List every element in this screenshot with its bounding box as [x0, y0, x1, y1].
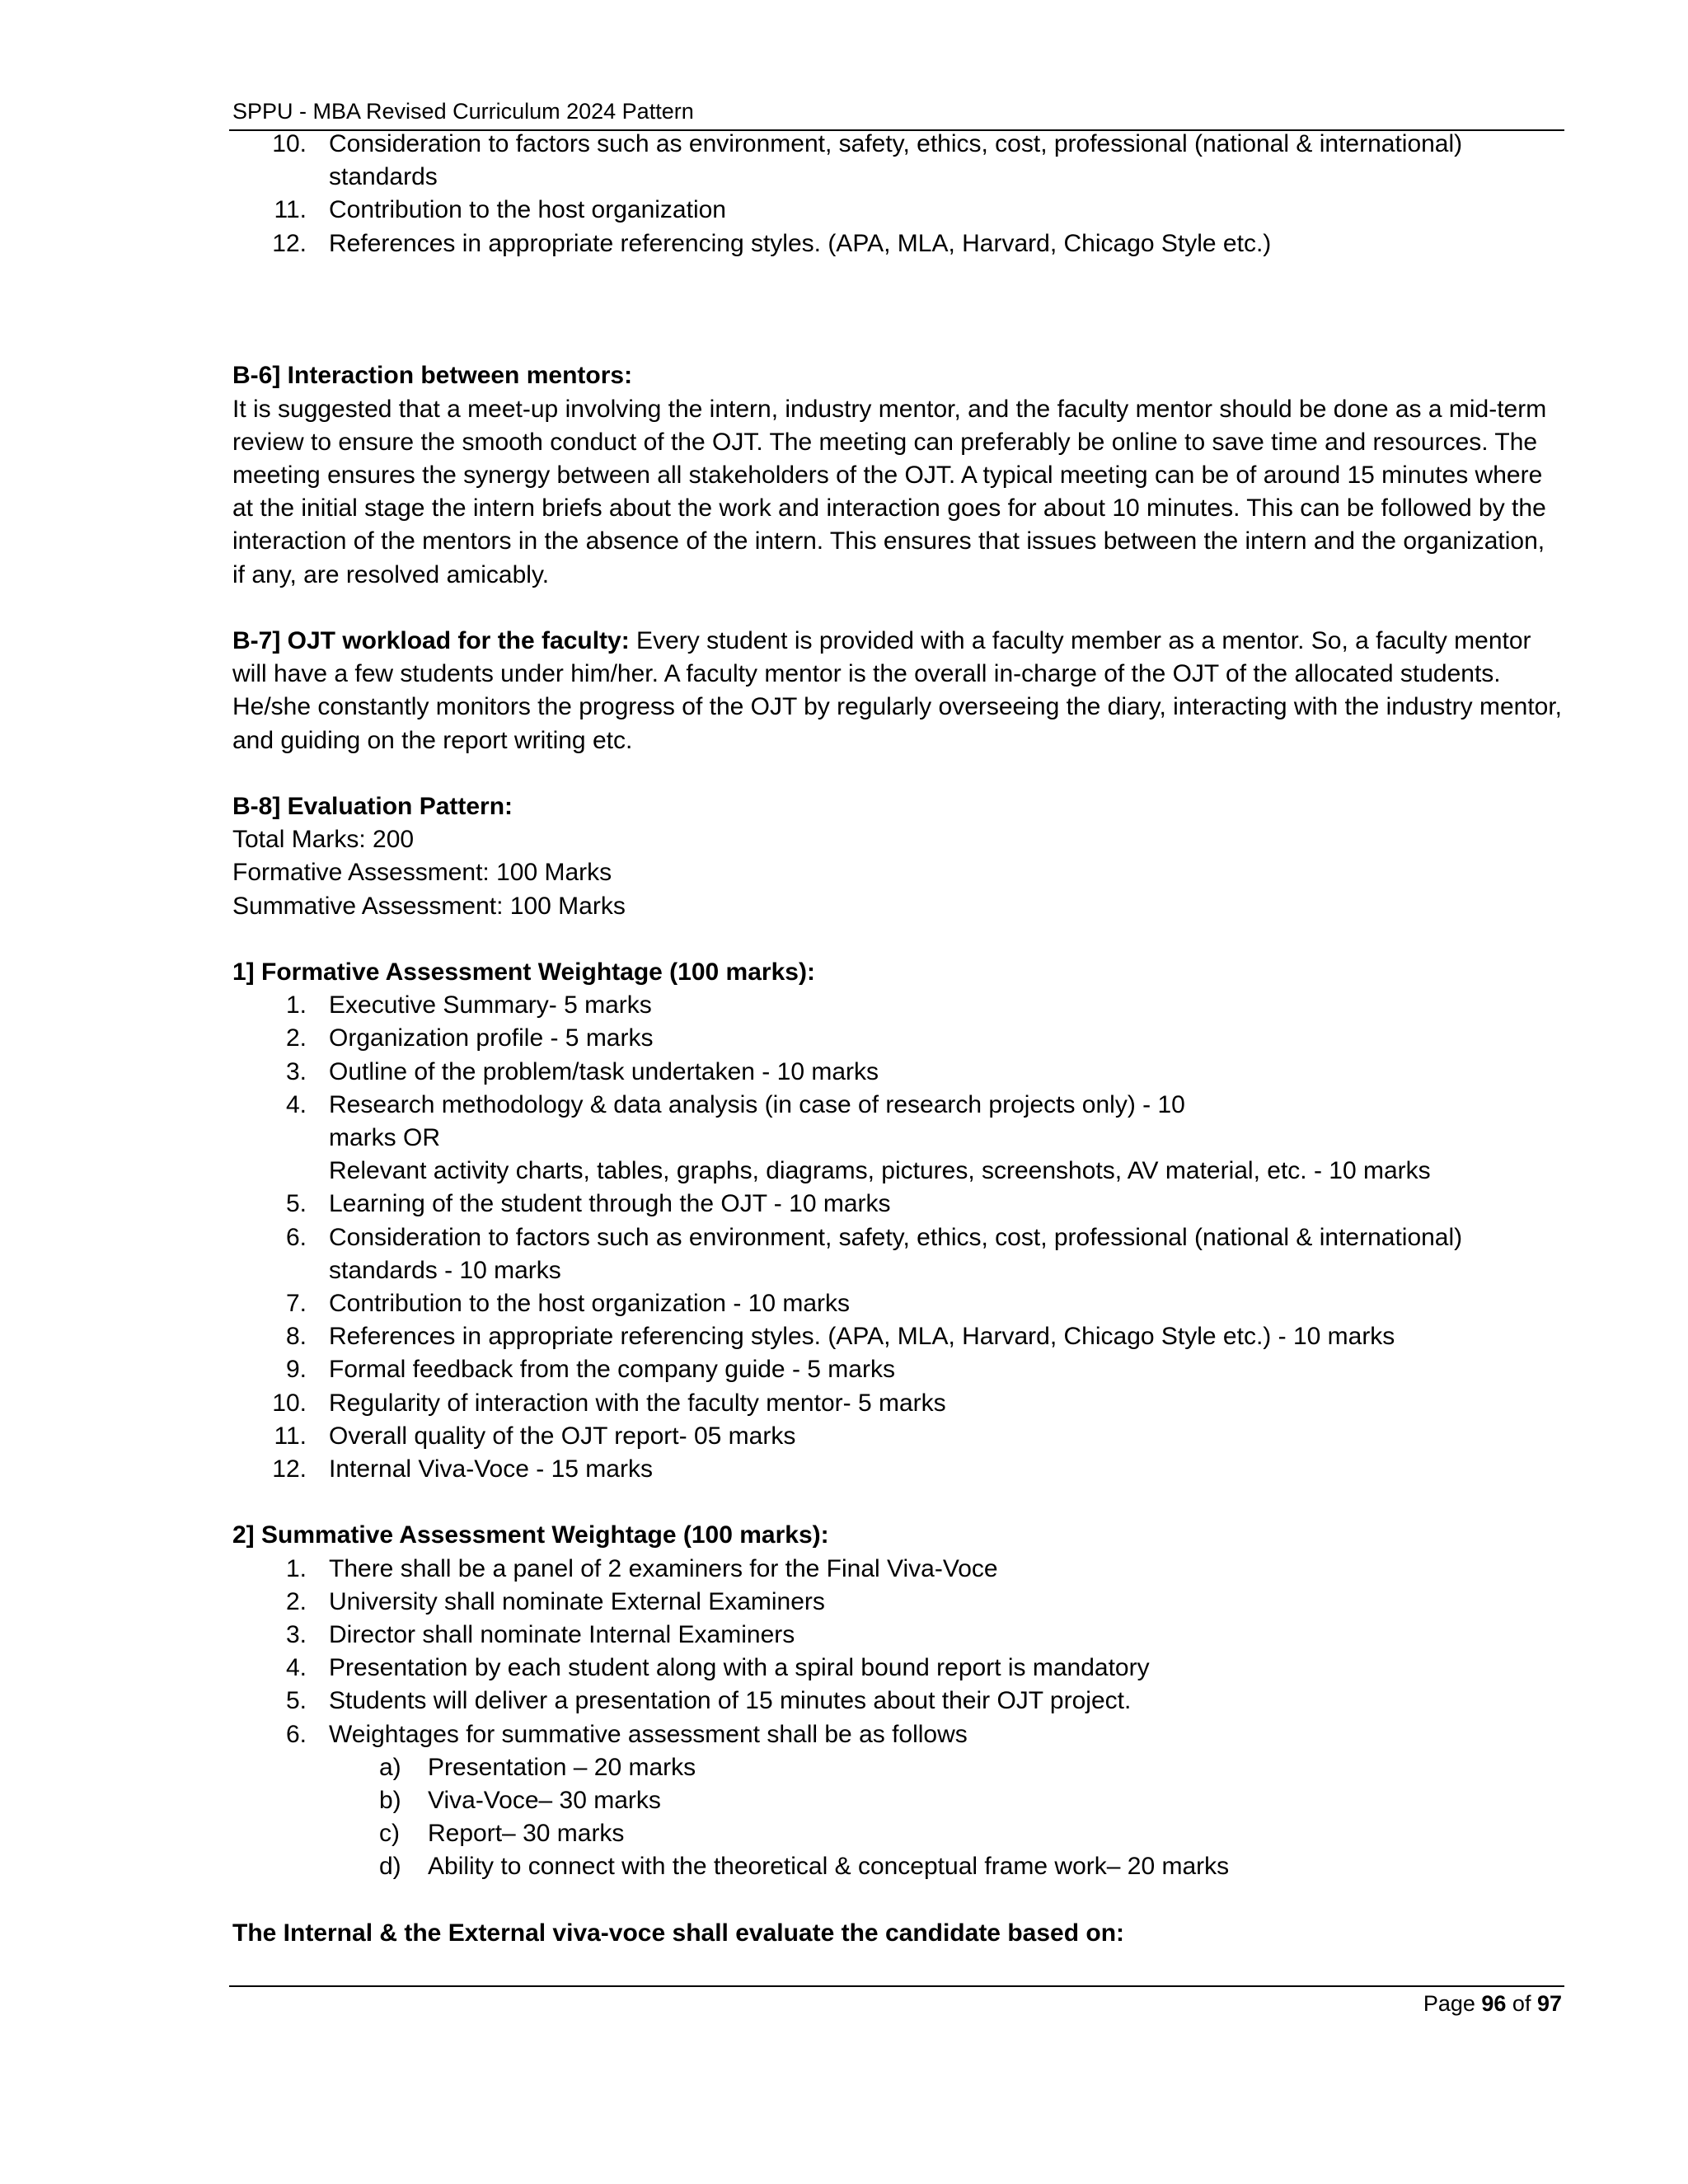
list-item-text: Executive Summary- 5 marks: [329, 991, 652, 1019]
list-item: [232, 1619, 1564, 1652]
list-item-text: Formal feedback from the company guide - 5 marks: [329, 1356, 895, 1384]
sub-list-letter: a): [379, 1753, 401, 1781]
page-label: Page: [1423, 1991, 1482, 2016]
list-number: 10.: [272, 1389, 307, 1417]
summative-list: [232, 1553, 1564, 1751]
list-item-text: Weightages for summative assessment shall be as follows: [329, 1720, 968, 1748]
list-item-text: Consideration to factors such as environment, safety, ethics, cost, professional (national & international) standards: [329, 130, 1463, 191]
sub-list-letter: c): [379, 1820, 400, 1848]
list-number: 2.: [285, 1024, 307, 1052]
sub-list-letter: b): [379, 1787, 401, 1815]
list-item-text: Presentation by each student along with a spiral bound report is mandatory: [329, 1654, 1150, 1682]
of-label: of: [1506, 1991, 1537, 2016]
list-number: 3.: [285, 1621, 307, 1649]
sub-list-item: [232, 1817, 1564, 1850]
list-item-text: There shall be a panel of 2 examiners for the Final Viva-Voce: [329, 1554, 998, 1582]
list-item: [232, 1353, 1564, 1386]
list-item: [232, 1553, 1564, 1586]
list-item: [232, 1652, 1564, 1685]
list-item: [232, 1420, 1564, 1453]
list-item-text-cont: marks OR: [329, 1124, 440, 1152]
section-heading-b7: B-7] OJT workload for the faculty:: [232, 627, 630, 655]
list-number: 1.: [285, 991, 307, 1019]
list-number: 9.: [285, 1356, 307, 1384]
sub-list-item-text: Ability to connect with the theoretical & conceptual frame work– 20 marks: [428, 1853, 1230, 1881]
summative-marks: Summative Assessment: 100 Marks: [232, 892, 626, 920]
section-b7-body: Every student is provided with a faculty member as a mentor. So, a faculty mentor will have a few students under him/her. A faculty mentor is the overall in-charge of the OJT of the allocated students. He/she constantly monitors the progress of the OJT by regularly overseeing the diary, interacting with the industry mentor, and guiding on the report writing etc.: [232, 627, 1563, 754]
list-number: 4.: [285, 1654, 307, 1682]
list-item: [232, 1320, 1564, 1353]
list-number: 1.: [285, 1554, 307, 1582]
list-item-text: Consideration to factors such as environment, safety, ethics, cost, professional (national & international) standards - 10 marks: [329, 1223, 1463, 1284]
running-header: SPPU - MBA Revised Curriculum 2024 Pattern: [232, 99, 694, 124]
current-page: 96: [1481, 1991, 1507, 2016]
list-item-text: Organization profile - 5 marks: [329, 1024, 654, 1052]
list-item: [232, 1387, 1564, 1420]
list-item: [232, 1188, 1564, 1221]
sub-list-letter: d): [379, 1853, 401, 1881]
sub-list-item: [232, 1850, 1564, 1883]
formative-heading: 1] Formative Assessment Weightage (100 marks):: [232, 958, 815, 987]
list-item: [232, 194, 1564, 227]
list-number: 2.: [285, 1587, 307, 1615]
summative-weightage-sublist: [232, 1751, 1564, 1884]
total-marks: Total Marks: 200: [232, 826, 415, 854]
section-b6-body: It is suggested that a meet-up involving the intern, industry mentor, and the faculty mentor should be done as a mid-term review to ensure the smooth conduct of the OJT. The meeting can preferably be online to save time and resources. The meeting ensures the synergy between all stakeholders of the OJT. A typical meeting can be of around 15 minutes where at the initial stage the intern briefs about the work and interaction goes for about 10 minutes. This can be followed by the interaction of the mentors in the absence of the intern. This ensures that issues between the intern and the organization, if any, are resolved amicably.: [232, 395, 1547, 588]
list-item-text: Director shall nominate Internal Examiners: [329, 1621, 795, 1649]
list-item: [232, 989, 1564, 1022]
list-item: [232, 1089, 1564, 1188]
list-number: 12.: [272, 229, 307, 257]
list-item-text: Overall quality of the OJT report- 05 marks: [329, 1422, 796, 1450]
list-number: 6.: [285, 1720, 307, 1748]
list-number: 6.: [285, 1223, 307, 1251]
list-item: [232, 1221, 1564, 1287]
list-item: [232, 1586, 1564, 1619]
sub-list-item: [232, 1751, 1564, 1784]
list-number: 8.: [285, 1323, 307, 1351]
footer-divider: [229, 1985, 1564, 1987]
section-b7-paragraph: [232, 625, 1564, 757]
formative-list: [232, 989, 1564, 1486]
sub-list-item-text: Viva-Voce– 30 marks: [428, 1787, 661, 1815]
list-item: [232, 1718, 1564, 1751]
list-item-text-alt: Relevant activity charts, tables, graphs, diagrams, pictures, screenshots, AV material, etc. - 10 marks: [329, 1157, 1431, 1185]
list-item: [232, 227, 1564, 260]
list-item-text: Learning of the student through the OJT - 10 marks: [329, 1190, 891, 1218]
sub-list-item: [232, 1784, 1564, 1817]
sub-list-item-text: Presentation – 20 marks: [428, 1753, 696, 1781]
list-number: 12.: [272, 1455, 307, 1483]
list-number: 11.: [274, 196, 307, 224]
summative-heading: 2] Summative Assessment Weightage (100 marks):: [232, 1521, 829, 1549]
list-item-text: University shall nominate External Examiners: [329, 1587, 825, 1615]
list-item-text: References in appropriate referencing styles. (APA, MLA, Harvard, Chicago Style etc.) - 10 marks: [329, 1323, 1395, 1351]
list-item-text: References in appropriate referencing styles. (APA, MLA, Harvard, Chicago Style etc.): [329, 229, 1272, 257]
section-heading-b8: B-8] Evaluation Pattern:: [232, 793, 513, 821]
list-item: [232, 1056, 1564, 1089]
list-item-text: Contribution to the host organization - 10 marks: [329, 1290, 851, 1318]
list-item-text: Students will deliver a presentation of 15 minutes about their OJT project.: [329, 1687, 1132, 1715]
list-number: 11.: [274, 1422, 307, 1450]
list-item: [232, 1022, 1564, 1055]
list-item-text: Internal Viva-Voce - 15 marks: [329, 1455, 653, 1483]
list-number: 10.: [272, 130, 307, 157]
section-heading-b6: B-6] Interaction between mentors:: [232, 362, 633, 390]
list-item-text: Research methodology & data analysis (in case of research projects only) - 10: [329, 1090, 1185, 1118]
list-number: 5.: [285, 1687, 307, 1715]
closing-statement: The Internal & the External viva-voce shall evaluate the candidate based on:: [232, 1919, 1125, 1947]
list-number: 3.: [285, 1057, 307, 1085]
page-content: [232, 128, 1564, 1950]
list-item: [232, 128, 1564, 194]
formative-marks: Formative Assessment: 100 Marks: [232, 859, 612, 887]
list-item: [232, 1453, 1564, 1486]
sub-list-item-text: Report– 30 marks: [428, 1820, 625, 1848]
list-number: 4.: [285, 1090, 307, 1118]
list-item-text: Regularity of interaction with the faculty mentor- 5 marks: [329, 1389, 946, 1417]
page-number: [1423, 1989, 1562, 2018]
report-contents-list-continued: [232, 128, 1564, 260]
list-item: [232, 1685, 1564, 1718]
list-number: 7.: [285, 1290, 307, 1318]
list-item-text: Contribution to the host organization: [329, 196, 726, 224]
list-item: [232, 1287, 1564, 1320]
list-number: 5.: [285, 1190, 307, 1218]
list-item-text: Outline of the problem/task undertaken - 10 marks: [329, 1057, 879, 1085]
total-pages: 97: [1536, 1991, 1562, 2016]
